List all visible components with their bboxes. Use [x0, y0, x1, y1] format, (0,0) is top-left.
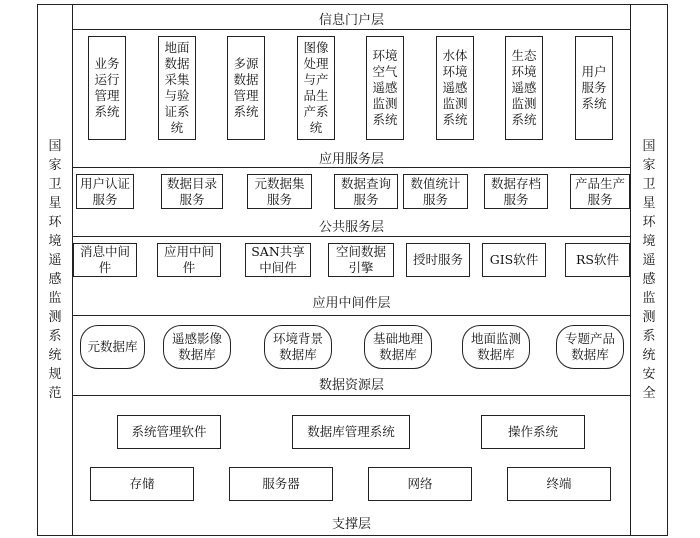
pillar-char: 全 — [642, 386, 656, 401]
app-air-monitoring-system: 环境 空气 遥感 监测 系统 — [366, 36, 404, 140]
app-image-processing-system: 图像 处理 与产 品生 产系 统 — [297, 36, 335, 140]
middleware-layer-title: 应用中间件层 — [312, 296, 391, 311]
system-management-software: 系统管理软件 — [117, 415, 221, 449]
data-resource-layer-title: 数据资源层 — [318, 378, 384, 393]
divider — [73, 315, 630, 316]
divider — [73, 29, 630, 30]
service-data-query: 数据查询 服务 — [334, 174, 398, 209]
pillar-char: 测 — [642, 310, 656, 325]
service-user-auth: 用户认证 服务 — [76, 174, 134, 209]
middleware-application: 应用中间 件 — [157, 243, 221, 277]
db-remote-sensing-imagery: 遥感影像 数据库 — [163, 325, 231, 369]
service-data-archive: 数据存档 服务 — [484, 174, 548, 209]
service-numeric-statistics: 数值统计 服务 — [403, 174, 468, 209]
pillar-char: 安 — [642, 367, 656, 382]
pillar-char: 感 — [642, 272, 656, 287]
timing-service: 授时服务 — [406, 243, 470, 277]
middleware-messaging: 消息中间 件 — [73, 243, 137, 277]
app-multisource-data-system: 多源 数据 管理 系统 — [227, 36, 265, 140]
app-user-service-system: 用户 服务 系统 — [575, 36, 613, 140]
pillar-char: 系 — [642, 329, 656, 344]
pillar-char: 家 — [642, 158, 656, 173]
pillar-char: 环 — [48, 215, 62, 230]
db-environment-background: 环境背景 数据库 — [264, 325, 332, 369]
right-pillar-security — [630, 4, 668, 536]
app-ecology-monitoring-system: 生态 环境 遥感 监测 系统 — [505, 36, 543, 140]
service-product-production: 产品生产 服务 — [570, 174, 630, 209]
middleware-san-shared: SAN共享 中间件 — [245, 243, 311, 277]
pillar-char: 统 — [48, 348, 62, 363]
app-business-ops-system: 业务 运行 管理 系统 — [88, 36, 126, 140]
pillar-char: 国 — [48, 139, 62, 154]
left-pillar-standards — [37, 4, 73, 536]
pillar-char: 遥 — [48, 253, 62, 268]
operating-system: 操作系统 — [481, 415, 585, 449]
hw-network: 网络 — [368, 467, 472, 501]
divider — [73, 167, 630, 168]
pillar-char: 家 — [48, 158, 62, 173]
app-service-layer-title: 应用服务层 — [318, 152, 384, 167]
pillar-char: 测 — [48, 310, 62, 325]
db-metadata: 元数据库 — [80, 325, 145, 369]
pillar-char: 统 — [642, 348, 656, 363]
pillar-char: 范 — [48, 386, 62, 401]
pillar-char: 监 — [642, 291, 656, 306]
spatial-data-engine: 空间数据 引擎 — [328, 243, 394, 277]
pillar-char: 国 — [642, 139, 656, 154]
pillar-char: 星 — [48, 196, 62, 211]
portal-layer-title: 信息门户层 — [318, 13, 384, 28]
gis-software: GIS软件 — [482, 243, 546, 277]
pillar-char: 环 — [642, 215, 656, 230]
hw-terminal: 终端 — [507, 467, 611, 501]
rs-software: RS软件 — [565, 243, 630, 277]
app-water-monitoring-system: 水体 环境 遥感 监测 系统 — [436, 36, 474, 140]
divider — [73, 395, 630, 396]
pillar-char: 遥 — [642, 253, 656, 268]
hw-server: 服务器 — [229, 467, 333, 501]
pillar-char: 卫 — [642, 177, 656, 192]
divider — [73, 236, 630, 237]
pillar-char: 系 — [48, 329, 62, 344]
database-management-system: 数据库管理系统 — [292, 415, 410, 449]
pillar-char: 境 — [642, 234, 656, 249]
db-basic-geography: 基础地理 数据库 — [364, 325, 432, 369]
hw-storage: 存储 — [90, 467, 194, 501]
public-service-layer-title: 公共服务层 — [318, 220, 384, 235]
service-data-catalog: 数据目录 服务 — [161, 174, 223, 209]
db-ground-monitoring: 地面监测 数据库 — [462, 325, 530, 369]
pillar-char: 星 — [642, 196, 656, 211]
service-metadata: 元数据集 服务 — [247, 174, 312, 209]
pillar-char: 感 — [48, 272, 62, 287]
pillar-char: 境 — [48, 234, 62, 249]
db-thematic-products: 专题产品 数据库 — [556, 325, 624, 369]
pillar-char: 规 — [48, 367, 62, 382]
pillar-char: 监 — [48, 291, 62, 306]
support-layer-title: 支撑层 — [331, 517, 371, 532]
app-ground-data-system: 地面 数据 采集 与验 证系 统 — [158, 36, 196, 140]
pillar-char: 卫 — [48, 177, 62, 192]
